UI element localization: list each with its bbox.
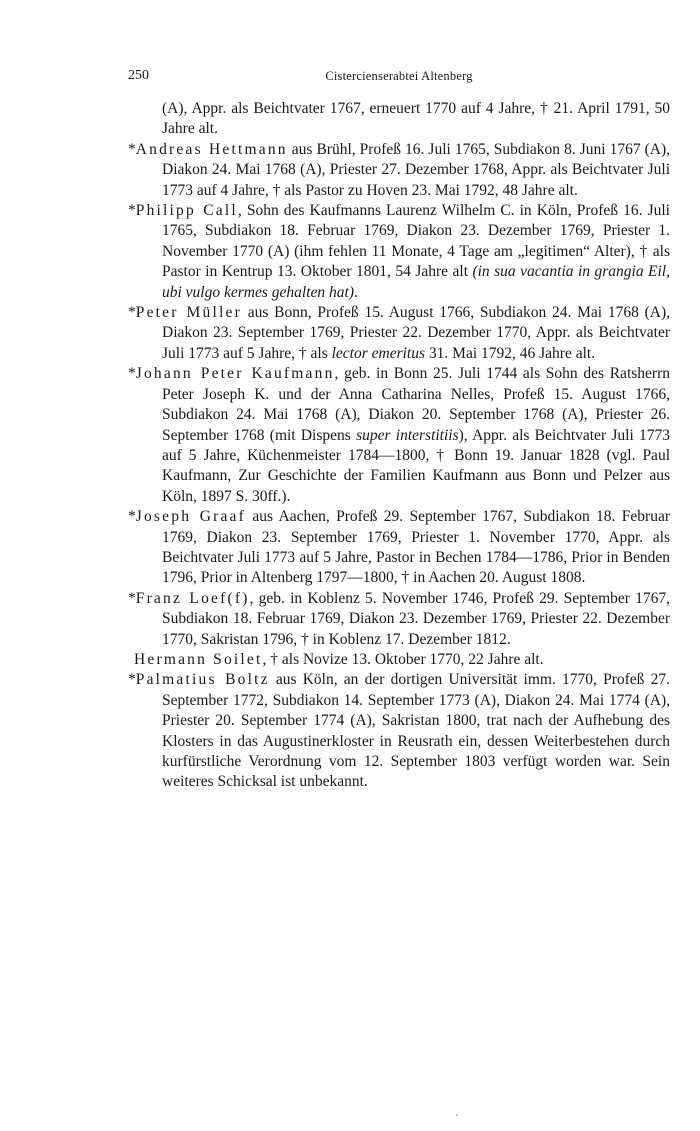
person-name: Palmatius Boltz	[135, 671, 270, 689]
page-header	[128, 66, 670, 86]
entry-text: , † als Novize 13. Oktober 1770, 22 Jahre alt.	[262, 650, 544, 668]
entry-text: , geb. in Koblenz 5. November 1746, Profeß 29. September 1767, Subdiakon 18. Februar 1769, Diakon 23. Dezember 1769, Priester 22. Dezember 1770, Sakristan 1796, † in Koblenz 17. Dezember 1812.	[162, 589, 670, 648]
entry-text-end: 31. Mai 1792, 46 Jahre alt.	[425, 344, 596, 362]
entry-text: , Sohn des Kaufmanns Laurenz Wilhelm C. in Köln, Profeß 16. Juli 1765, Subdiakon 18. Februar 1769, Diakon 23. Dezember 1769, Priester 1. November 1770 (A) (ihm fehlen 11 Monate, 4 Tage am „legitimen“ Alter), † als Pastor in Kentrup 13. Oktober 1801, 54 Jahre alt	[162, 202, 670, 281]
page-number: 250	[128, 68, 149, 83]
entry-asterisk: *	[128, 304, 136, 322]
person-name: Peter Müller	[135, 304, 242, 322]
person-name: Andreas Hettmann	[135, 140, 288, 158]
entry-text: aus Köln, an der dortigen Universität imm. 1770, Profeß 27. September 1772, Subdiakon 14. September 1773 (A), Diakon 24. Mai 1774 (A), Priester 20. September 1774 (A), Sakristan 1800, trat nach der Aufhebung des Klosters in das Augustinerkloster in Reusrath ein, dessen Weiterbestehen durch kurfürstliche Verordnung vom 12. September 1803 verfügt worden war. Sein weiteres Schicksal ist unbekannt.	[162, 671, 670, 791]
entry-asterisk: *	[128, 671, 136, 689]
running-title: Cistercienserabtei Altenberg	[325, 69, 473, 83]
entry-text-end: .	[353, 283, 358, 301]
entry-asterisk: *	[128, 589, 136, 607]
entry-text: , geb. in Bonn 25. Juli 1744 als Sohn des Ratsherrn Peter Joseph K. und der Anna Catharina Nelles, Profeß 15. August 1766, Subdiakon 24. Mai 1768 (A), Diakon 20. September 1768 (A), Priester 26. September 1768 (mit Dispens	[162, 365, 670, 444]
entry-text: aus Aachen, Profeß 29. September 1767, Subdiakon 18. Februar 1769, Diakon 23. September 1769, Priester 1. November 1770, Appr. als Beichtvater Juli 1773 auf 5 Jahre, Pastor in Bechen 1784—1786, Prior in Benden 1796, Prior in Altenberg 1797—1800, † in Aachen 20. August 1808.	[162, 508, 670, 587]
person-name: Philipp Call	[135, 202, 238, 220]
entry-joseph-graaf	[128, 507, 670, 589]
entry-philipp-call	[128, 201, 670, 303]
person-name: Johann Peter Kaufmann	[135, 365, 335, 383]
person-name: Joseph Graaf	[135, 508, 246, 526]
entry-italic-text: (in sua vacantia in grangia Eil, ubi vulgo kermes gehalten hat)	[162, 263, 670, 301]
entry-johann-peter-kaufmann	[128, 364, 670, 507]
person-name: Franz Loef(f)	[135, 589, 250, 607]
entry-asterisk: *	[128, 202, 136, 220]
entry-asterisk: *	[128, 140, 136, 158]
entry-italic-text: super interstitiis	[356, 426, 459, 444]
entry-text: aus Brühl, Profeß 16. Juli 1765, Subdiakon 8. Juni 1767 (A), Diakon 24. Mai 1768 (A), Priester 27. Dezember 1768, Appr. als Beichtvater Juli 1773 auf 4 Jahre, † als Pastor zu Hoven 23. Mai 1792, 48 Jahre alt.	[162, 140, 670, 199]
entry-text: aus Bonn, Profeß 15. August 1766, Subdiakon 24. Mai 1768 (A), Diakon 23. September 1769, Priester 22. Dezember 1770, Appr. als Beichtvater Juli 1773 auf 5 Jahre, † als	[162, 304, 670, 362]
entry-italic-text: lector emeritus	[331, 344, 426, 362]
entry-text-end: ), Appr. als Beichtvater Juli 1773 auf 5 Jahre, Küchenmeister 1784—1800, † Bonn 19. Januar 1828 (vgl. Paul Kaufmann, Zur Geschichte der Familien Kaufmann aus Bonn und Pelzer aus Köln, 1897 S. 30ff.).	[162, 426, 670, 505]
scan-speck	[456, 1114, 458, 1116]
entry-list	[128, 99, 670, 793]
entry-asterisk: *	[128, 508, 136, 526]
entry-peter-mueller	[128, 303, 670, 364]
person-name: Hermann Soilet	[134, 650, 263, 668]
entry-palmatius-boltz	[128, 670, 670, 792]
entry-franz-loeff	[128, 589, 670, 650]
entry-andreas-hettmann	[128, 140, 670, 201]
entry-text: (A), Appr. als Beichtvater 1767, erneuert 1770 auf 4 Jahre, † 21. April 1791, 50 Jahre alt.	[162, 100, 670, 138]
entry-continuation	[128, 99, 670, 140]
entry-asterisk: *	[128, 365, 136, 383]
entry-hermann-soilet	[128, 650, 670, 670]
